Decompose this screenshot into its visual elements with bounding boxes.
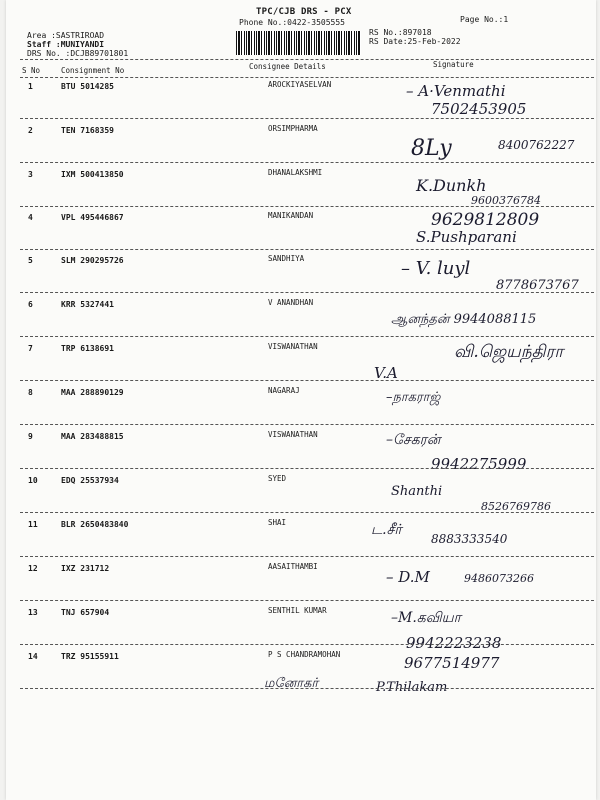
signature: ட.சீர் [371,522,402,538]
row-divider [20,380,594,381]
consignee-name: AROCKIYASELVAN [268,80,332,89]
row-divider [20,600,594,601]
row-sno: 13 [28,608,38,617]
consignee-name: VISWANATHAN [268,430,318,439]
row-sno: 10 [28,476,38,485]
row-sno: 14 [28,652,38,661]
signature: ஆனந்தன் 9944088115 [391,312,537,327]
consignment-number: TEN 7168359 [61,126,114,135]
row-sno: 2 [28,126,33,135]
signature: V.A [374,364,398,382]
row-divider [20,162,594,163]
consignee-name: SENTHIL KUMAR [268,606,327,615]
col-consignment-header: Consignment No [61,66,125,75]
consignment-number: EDQ 25537934 [61,476,119,485]
consignee-name: P S CHANDRAMOHAN [268,650,341,659]
page-number: Page No.:1 [460,15,509,24]
signature: – D.M [386,568,430,586]
signature-phone: வி.ஜெயந்திரா [454,342,564,362]
consignee-name: SHAI [268,518,287,527]
row-divider [20,249,594,250]
signature: 9629812809 [431,210,540,230]
row-divider [20,468,594,469]
consignment-number: SLM 290295726 [61,256,124,265]
row-divider [20,556,594,557]
row-sno: 4 [28,213,33,222]
consignee-name: ORSIMPHARMA [268,124,318,133]
signature: 9677514977 [404,654,500,672]
signature-phone: S.Pushparani [416,228,517,246]
row-sno: 9 [28,432,33,441]
row-sno: 5 [28,256,33,265]
signature: –சேகரன் [386,432,441,448]
row-sno: 12 [28,564,38,573]
divider [20,59,594,60]
row-divider [20,206,594,207]
signature-phone: 8400762227 [498,138,575,152]
row-sno: 7 [28,344,33,353]
row-sno: 8 [28,388,33,397]
delivery-run-sheet [6,0,596,800]
staff-label: Staff :MUNIYANDI [27,40,105,49]
col-sno-header: S No [22,66,41,75]
consignee-name: MANIKANDAN [268,211,314,220]
signature-phone: P.Thilakam [376,680,448,695]
consignee-name: V ANANDHAN [268,298,314,307]
consignment-number: TRZ 95155911 [61,652,119,661]
row-sno: 11 [28,520,38,529]
consignee-name: NAGARAJ [268,386,300,395]
row-divider [20,292,594,293]
consignee-name: AASAITHAMBI [268,562,318,571]
rs-date: RS Date:25-Feb-2022 [369,37,461,46]
consignment-number: TRP 6138691 [61,344,114,353]
row-divider [20,424,594,425]
row-sno: 3 [28,170,33,179]
consignment-number: IXZ 231712 [61,564,110,573]
consignment-number: MAA 288890129 [61,388,124,397]
signature-phone: 8883333540 [431,532,508,546]
consignee-name: DHANALAKSHMI [268,168,323,177]
consignee-name: SANDHIYA [268,254,305,263]
sheet-title: TPC/CJB DRS - PCX [256,7,352,17]
row-sno: 6 [28,300,33,309]
consignment-number: BLR 2650483840 [61,520,129,529]
rs-number: RS No.:897018 [369,28,432,37]
drs-number: DRS No. :DCJB89701801 [27,49,129,58]
signature-phone: 8778673767 [496,278,579,293]
extra-signature: மனோகர் [264,676,319,691]
signature: –M.கவியா [391,610,461,626]
consignment-number: TNJ 657904 [61,608,110,617]
consignment-number: IXM 500413850 [61,170,124,179]
consignee-name: VISWANATHAN [268,342,318,351]
signature-phone: 9600376784 [471,194,541,207]
signature: – V. luyl [401,258,471,279]
consignment-number: MAA 283488815 [61,432,124,441]
row-divider [20,512,594,513]
signature-phone: 7502453905 [431,100,527,118]
signature-phone: 9942223238 [406,634,502,652]
consignee-name: SYED [268,474,287,483]
row-divider [20,336,594,337]
signature-phone: 8526769786 [481,500,551,513]
area-label: Area :SASTRIROAD [27,31,105,40]
signature-phone: 9486073266 [464,572,534,585]
barcode-icon [236,31,361,55]
consignment-number: VPL 495446867 [61,213,124,222]
signature: – A·Venmathi [406,82,506,100]
col-consignee-header: Consignee Details [249,62,326,71]
signature-phone: 9942275999 [431,455,527,473]
consignment-number: KRR 5327441 [61,300,114,309]
row-divider [20,644,594,645]
row-sno: 1 [28,82,33,91]
consignment-number: BTU 5014285 [61,82,114,91]
col-signature-header: Signature [433,60,474,69]
row-divider [20,118,594,119]
signature: K.Dunkh [416,176,487,195]
phone-number: Phone No.:0422-3505555 [239,18,345,27]
signature: Shanthi [391,484,443,499]
divider [20,77,594,78]
signature: 8Ly [411,136,452,161]
signature: –நாகராஜ் [386,390,441,405]
